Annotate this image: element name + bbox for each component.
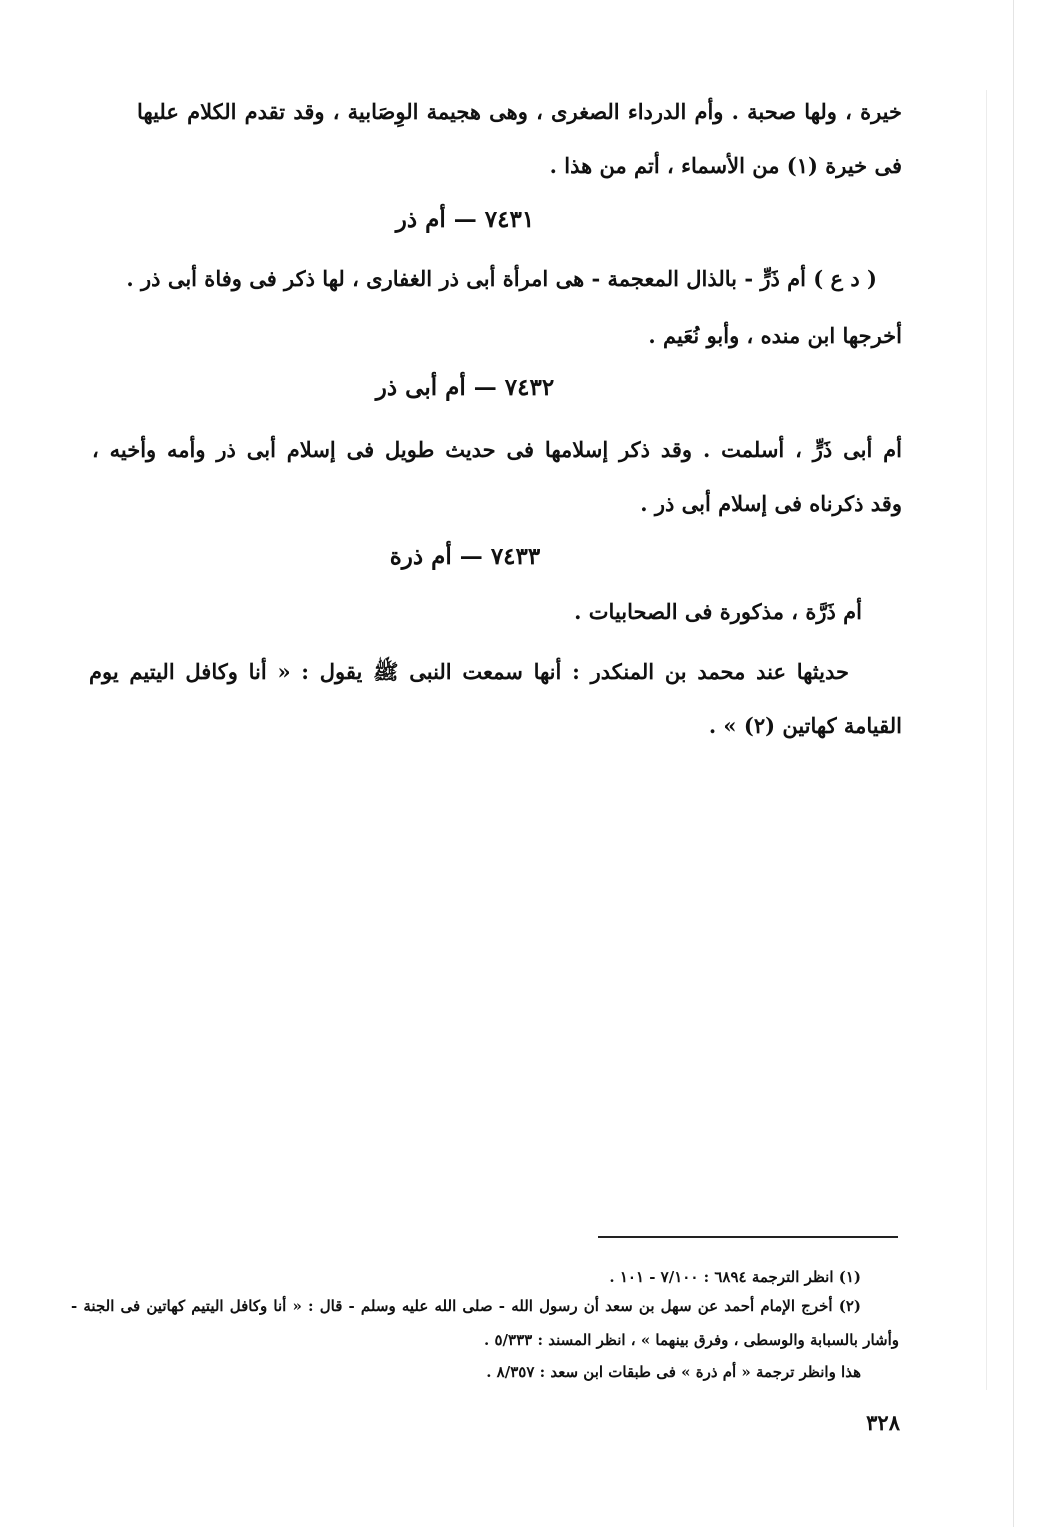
- entry-heading-7433: ٧٤٣٣ — أم ذرة: [389, 543, 541, 570]
- entry-7433-line-3: القيامة كهاتين (٢) » .: [708, 713, 902, 738]
- scan-mark: [986, 90, 987, 1390]
- footnote-2-line-1: (٢) أخرج الإمام أحمد عن سهل بن سعد أن رسول الله - صلى الله عليه وسلم - قال : « أنا وكافل اليتيم كهاتين فى الجنة -: [71, 1297, 861, 1315]
- entry-heading-7431: ٧٤٣١ — أم ذر: [395, 206, 535, 233]
- footnote-2-line-3: هذا وانظر ترجمة « أم ذرة » فى طبقات ابن سعد : ٨/٣٥٧ .: [486, 1363, 861, 1381]
- footnote-2-line-2: وأشار بالسبابة والوسطى ، وفرق بينهما » ، انظر المسند : ٥/٣٣٣ .: [484, 1331, 899, 1349]
- entry-7431-line-1: ( د ع ) أم ذَرٍّ - بالذال المعجمة - هى امرأة أبى ذر الغفارى ، لها ذكر فى وفاة أبى ذر .: [126, 266, 877, 291]
- footnote-1: (١) انظر الترجمة ٦٨٩٤ : ٧/١٠٠ - ١٠١ .: [609, 1268, 861, 1286]
- page-number: ٣٢٨: [866, 1410, 900, 1435]
- entry-7432-line-2: وقد ذكرناه فى إسلام أبى ذر .: [640, 491, 902, 516]
- entry-7433-line-1: أم ذَرَّة ، مذكورة فى الصحابيات .: [574, 599, 862, 624]
- intro-line-2: فى خيرة (١) من الأسماء ، أتم من هذا .: [549, 153, 902, 178]
- intro-line-1: خيرة ، ولها صحبة . وأم الدرداء الصغرى ، وهى هجيمة الوِصَابية ، وقد تقدم الكلام عليها: [137, 99, 902, 124]
- footnote-rule: [598, 1236, 898, 1238]
- entry-7433-line-2: حديثها عند محمد بن المنكدر : أنها سمعت النبى ﷺ يقول : « أنا وكافل اليتيم يوم: [89, 659, 849, 684]
- entry-7431-line-2: أخرجها ابن منده ، وأبو نُعَيم .: [648, 323, 902, 348]
- entry-heading-7432: ٧٤٣٢ — أم أبى ذر: [375, 374, 555, 401]
- entry-7432-line-1: أم أبى ذَرٍّ ، أسلمت . وقد ذكر إسلامها فى حديث طويل فى إسلام أبى ذر وأمه وأخيه ،: [92, 437, 902, 462]
- scan-mark: [1013, 0, 1014, 1527]
